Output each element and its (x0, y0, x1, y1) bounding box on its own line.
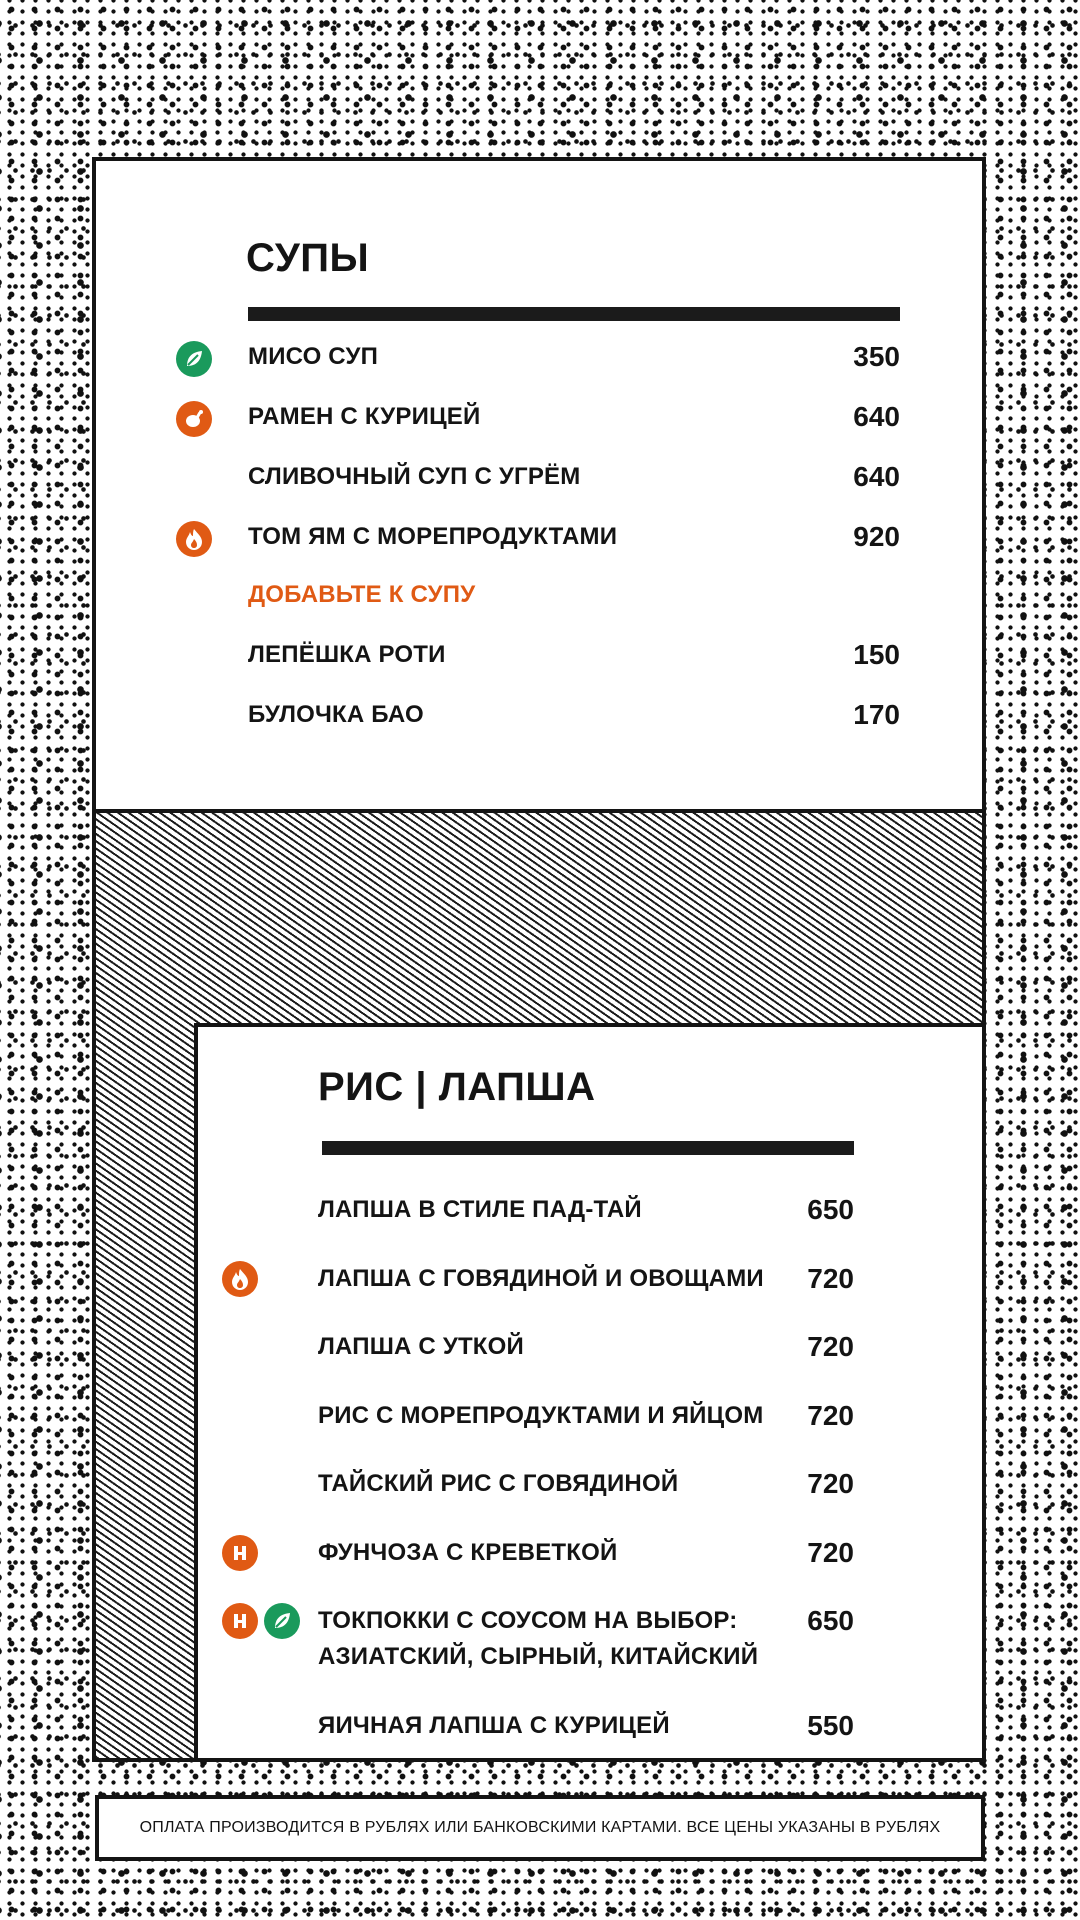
soups-title: СУПЫ (246, 236, 370, 280)
addons-heading-row (96, 577, 982, 617)
item-name: ЛАПША С ГОВЯДИНОЙ И ОВОЩАМИ (318, 1265, 764, 1292)
menu-item (198, 1329, 982, 1369)
noodles-section (194, 1023, 986, 1762)
halal-icon (222, 1535, 258, 1571)
item-price: 350 (853, 341, 900, 372)
menu-item (96, 637, 982, 677)
menu-item (96, 697, 982, 737)
item-name: ЛАПША С УТКОЙ (318, 1333, 524, 1360)
item-price: 920 (853, 521, 900, 552)
item-price: 720 (807, 1468, 854, 1499)
item-price: 150 (853, 639, 900, 670)
menu-item (198, 1603, 982, 1681)
item-price: 650 (807, 1605, 854, 1636)
halal-icon (222, 1603, 258, 1639)
menu-item (96, 339, 982, 379)
chicken-icon (176, 401, 212, 437)
item-name: БУЛОЧКА БАО (248, 701, 424, 728)
item-price: 720 (807, 1400, 854, 1431)
fire-icon (176, 521, 212, 557)
item-name: РИС С МОРЕПРОДУКТАМИ И ЯЙЦОМ (318, 1402, 764, 1429)
payment-note (95, 1795, 985, 1861)
menu-item (96, 459, 982, 499)
item-name: ЛАПША В СТИЛЕ ПАД-ТАЙ (318, 1196, 642, 1223)
fire-icon (222, 1261, 258, 1297)
item-price: 170 (853, 699, 900, 730)
item-name-line2: АЗИАТСКИЙ, СЫРНЫЙ, КИТАЙСКИЙ (318, 1643, 759, 1670)
leaf-icon (264, 1603, 300, 1639)
noodles-title: РИС | ЛАПША (318, 1065, 596, 1109)
item-price: 640 (853, 461, 900, 492)
menu-item (198, 1192, 982, 1232)
menu-board (92, 157, 986, 1762)
menu-item (198, 1261, 982, 1301)
item-price: 720 (807, 1537, 854, 1568)
item-price: 720 (807, 1263, 854, 1294)
menu-item (96, 399, 982, 439)
menu-item (198, 1708, 982, 1748)
item-name: ТОМ ЯМ С МОРЕПРОДУКТАМИ (248, 523, 618, 550)
payment-note-text: ОПЛАТА ПРОИЗВОДИТСЯ В РУБЛЯХ ИЛИ БАНКОВСКИМИ КАРТАМИ. ВСЕ ЦЕНЫ УКАЗАНЫ В РУБЛЯХ (139, 1819, 941, 1836)
menu-item (198, 1535, 982, 1575)
item-name: РАМЕН С КУРИЦЕЙ (248, 403, 481, 430)
menu-item (198, 1398, 982, 1438)
item-price: 640 (853, 401, 900, 432)
item-price: 550 (807, 1710, 854, 1741)
leaf-icon (176, 341, 212, 377)
item-name: ТАЙСКИЙ РИС С ГОВЯДИНОЙ (318, 1470, 679, 1497)
item-name-line1: ТОКПОККИ С СОУСОМ НА ВЫБОР: (318, 1607, 738, 1634)
addons-heading: ДОБАВЬТЕ К СУПУ (248, 581, 476, 608)
soups-section (96, 161, 982, 809)
menu-item (198, 1466, 982, 1506)
item-name: ЛЕПЁШКА РОТИ (248, 641, 446, 668)
noodles-title-rule (322, 1141, 854, 1155)
soups-title-rule (248, 307, 900, 321)
menu-item (96, 519, 982, 559)
item-price: 650 (807, 1194, 854, 1225)
item-name: ЯИЧНАЯ ЛАПША С КУРИЦЕЙ (318, 1712, 670, 1739)
item-name: ФУНЧОЗА С КРЕВЕТКОЙ (318, 1539, 618, 1566)
item-name: СЛИВОЧНЫЙ СУП С УГРЁМ (248, 463, 581, 490)
item-name: МИСО СУП (248, 343, 379, 370)
item-price: 720 (807, 1331, 854, 1362)
